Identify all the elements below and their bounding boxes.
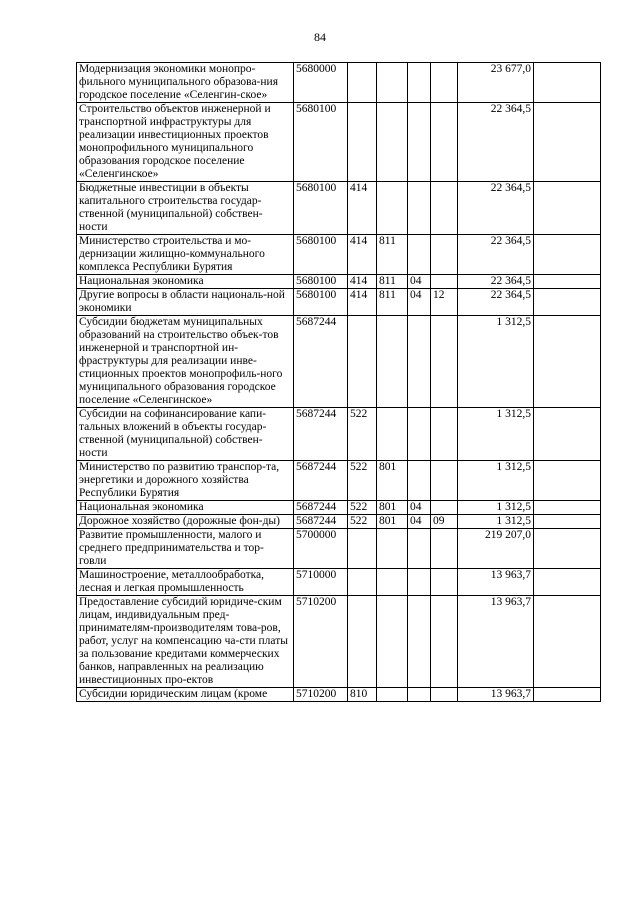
table-row xyxy=(77,63,601,103)
row-section-cell xyxy=(408,596,431,688)
table-row xyxy=(77,103,601,182)
row-empty-cell xyxy=(534,103,601,182)
row-name-cell: Развитие промышленности, малого и среднего предпринимательства и тор-говли xyxy=(77,529,294,569)
row-name-cell: Субсидии на софинансирование капи-тальных вложений в объекты государ-ственной (муниципальной) собствен-ности xyxy=(77,408,294,461)
table-row xyxy=(77,515,601,529)
row-empty-cell xyxy=(534,596,601,688)
table-row xyxy=(77,235,601,275)
row-target-article-cell: 5710000 xyxy=(294,569,348,596)
row-name-cell: Другие вопросы в области националь-ной экономики xyxy=(77,289,294,316)
row-name-cell: Дорожное хозяйство (дорожные фон-ды) xyxy=(77,515,294,529)
row-name-cell: Модернизация экономики монопро-фильного муниципального образова-ния городское поселение «Селенгин-ское» xyxy=(77,63,294,103)
row-name-cell: Предоставление субсидий юридиче-ским лицам, индивидуальным пред-принимателям-производителям това-ров, работ, услуг на компенсацию ча-сти платы за пользование кредитами коммерческих банков, направленных на реализацию инвестиционных про-ектов xyxy=(77,596,294,688)
row-empty-cell xyxy=(534,182,601,235)
row-section-cell: 04 xyxy=(408,289,431,316)
row-empty-cell xyxy=(534,408,601,461)
row-expense-type-cell xyxy=(348,569,377,596)
row-expense-type-cell: 414 xyxy=(348,289,377,316)
table-row xyxy=(77,501,601,515)
row-target-article-cell: 5680100 xyxy=(294,275,348,289)
row-amount-cell: 22 364,5 xyxy=(458,235,534,275)
row-name-cell: Субсидии бюджетам муниципальных образований на строительство объек-тов инженерной и транспортной ин-фраструктуры для реализации инве-стиционных проектов монопрофиль-ного муниципального образования городское поселение «Селенгинское» xyxy=(77,316,294,408)
row-amount-cell: 22 364,5 xyxy=(458,182,534,235)
row-expense-type-cell: 810 xyxy=(348,688,377,702)
row-expense-type-cell xyxy=(348,316,377,408)
row-target-article-cell: 5680100 xyxy=(294,235,348,275)
row-subsection-cell xyxy=(431,529,458,569)
row-expense-type-cell xyxy=(348,596,377,688)
row-expense-type-cell: 414 xyxy=(348,235,377,275)
row-section-cell xyxy=(408,461,431,501)
row-amount-cell: 1 312,5 xyxy=(458,461,534,501)
row-subsection-cell: 09 xyxy=(431,515,458,529)
row-section-cell: 04 xyxy=(408,501,431,515)
row-section-cell xyxy=(408,688,431,702)
row-target-article-cell: 5700000 xyxy=(294,529,348,569)
row-amount-cell: 13 963,7 xyxy=(458,688,534,702)
row-subsection-cell: 12 xyxy=(431,289,458,316)
row-amount-cell: 13 963,7 xyxy=(458,596,534,688)
row-empty-cell xyxy=(534,275,601,289)
row-target-article-cell: 5680000 xyxy=(294,63,348,103)
table-body xyxy=(77,63,601,702)
row-ministry-code-cell: 811 xyxy=(377,289,408,316)
row-amount-cell: 23 677,0 xyxy=(458,63,534,103)
row-amount-cell: 22 364,5 xyxy=(458,289,534,316)
row-section-cell: 04 xyxy=(408,515,431,529)
table-row xyxy=(77,182,601,235)
row-subsection-cell xyxy=(431,235,458,275)
row-expense-type-cell: 414 xyxy=(348,182,377,235)
row-empty-cell xyxy=(534,461,601,501)
table-row xyxy=(77,316,601,408)
row-target-article-cell: 5687244 xyxy=(294,515,348,529)
row-subsection-cell xyxy=(431,569,458,596)
row-ministry-code-cell: 811 xyxy=(377,275,408,289)
table-row xyxy=(77,529,601,569)
row-amount-cell: 22 364,5 xyxy=(458,275,534,289)
table-row xyxy=(77,289,601,316)
row-ministry-code-cell xyxy=(377,408,408,461)
row-ministry-code-cell xyxy=(377,688,408,702)
row-empty-cell xyxy=(534,235,601,275)
row-name-cell: Министерство строительства и мо-дернизации жилищно-коммунального комплекса Республики Бурятия xyxy=(77,235,294,275)
row-expense-type-cell: 414 xyxy=(348,275,377,289)
row-ministry-code-cell xyxy=(377,63,408,103)
row-amount-cell: 13 963,7 xyxy=(458,569,534,596)
table-row xyxy=(77,688,601,702)
table-row xyxy=(77,408,601,461)
row-empty-cell xyxy=(534,501,601,515)
row-ministry-code-cell xyxy=(377,103,408,182)
row-expense-type-cell xyxy=(348,529,377,569)
row-target-article-cell: 5680100 xyxy=(294,289,348,316)
row-target-article-cell: 5687244 xyxy=(294,408,348,461)
row-section-cell xyxy=(408,63,431,103)
row-empty-cell xyxy=(534,688,601,702)
row-section-cell: 04 xyxy=(408,275,431,289)
row-subsection-cell xyxy=(431,103,458,182)
row-name-cell: Министерство по развитию транспор-та, энергетики и дорожного хозяйства Республики Бурятия xyxy=(77,461,294,501)
row-ministry-code-cell: 801 xyxy=(377,501,408,515)
row-target-article-cell: 5710200 xyxy=(294,596,348,688)
row-amount-cell: 1 312,5 xyxy=(458,515,534,529)
row-subsection-cell xyxy=(431,408,458,461)
row-empty-cell xyxy=(534,529,601,569)
row-empty-cell xyxy=(534,289,601,316)
table-row xyxy=(77,275,601,289)
table-row xyxy=(77,569,601,596)
row-target-article-cell: 5680100 xyxy=(294,103,348,182)
row-subsection-cell xyxy=(431,688,458,702)
row-section-cell xyxy=(408,182,431,235)
budget-table xyxy=(76,62,601,702)
row-amount-cell: 219 207,0 xyxy=(458,529,534,569)
row-target-article-cell: 5710200 xyxy=(294,688,348,702)
row-subsection-cell xyxy=(431,461,458,501)
row-ministry-code-cell xyxy=(377,182,408,235)
row-section-cell xyxy=(408,316,431,408)
row-amount-cell: 1 312,5 xyxy=(458,408,534,461)
row-section-cell xyxy=(408,408,431,461)
row-expense-type-cell xyxy=(348,103,377,182)
row-target-article-cell: 5687244 xyxy=(294,316,348,408)
row-target-article-cell: 5680100 xyxy=(294,182,348,235)
row-subsection-cell xyxy=(431,275,458,289)
row-ministry-code-cell xyxy=(377,316,408,408)
row-name-cell: Бюджетные инвестиции в объекты капитального строительства государ-ственной (муниципальной) собствен-ности xyxy=(77,182,294,235)
row-section-cell xyxy=(408,235,431,275)
table-row xyxy=(77,461,601,501)
row-subsection-cell xyxy=(431,182,458,235)
row-section-cell xyxy=(408,569,431,596)
row-subsection-cell xyxy=(431,316,458,408)
row-expense-type-cell: 522 xyxy=(348,501,377,515)
row-target-article-cell: 5687244 xyxy=(294,501,348,515)
row-name-cell: Машиностроение, металлообработка, лесная и легкая промышленность xyxy=(77,569,294,596)
row-ministry-code-cell: 811 xyxy=(377,235,408,275)
row-expense-type-cell: 522 xyxy=(348,408,377,461)
row-expense-type-cell xyxy=(348,63,377,103)
row-section-cell xyxy=(408,103,431,182)
row-subsection-cell xyxy=(431,596,458,688)
row-amount-cell: 1 312,5 xyxy=(458,501,534,515)
row-target-article-cell: 5687244 xyxy=(294,461,348,501)
row-subsection-cell xyxy=(431,63,458,103)
row-name-cell: Национальная экономика xyxy=(77,275,294,289)
row-expense-type-cell: 522 xyxy=(348,461,377,501)
row-empty-cell xyxy=(534,569,601,596)
row-expense-type-cell: 522 xyxy=(348,515,377,529)
table-row xyxy=(77,596,601,688)
row-ministry-code-cell xyxy=(377,529,408,569)
row-ministry-code-cell xyxy=(377,596,408,688)
row-empty-cell xyxy=(534,515,601,529)
page-number: 84 xyxy=(314,30,326,44)
row-amount-cell: 22 364,5 xyxy=(458,103,534,182)
row-ministry-code-cell: 801 xyxy=(377,515,408,529)
row-section-cell xyxy=(408,529,431,569)
row-subsection-cell xyxy=(431,501,458,515)
row-name-cell: Национальная экономика xyxy=(77,501,294,515)
row-name-cell: Субсидии юридическим лицам (кроме xyxy=(77,688,294,702)
row-name-cell: Строительство объектов инженерной и транспортной инфраструктуры для реализации инвестиционных проектов монопрофильного муниципального образования городское поселение «Селенгинское» xyxy=(77,103,294,182)
row-ministry-code-cell xyxy=(377,569,408,596)
row-ministry-code-cell: 801 xyxy=(377,461,408,501)
row-empty-cell xyxy=(534,316,601,408)
row-empty-cell xyxy=(534,63,601,103)
row-amount-cell: 1 312,5 xyxy=(458,316,534,408)
